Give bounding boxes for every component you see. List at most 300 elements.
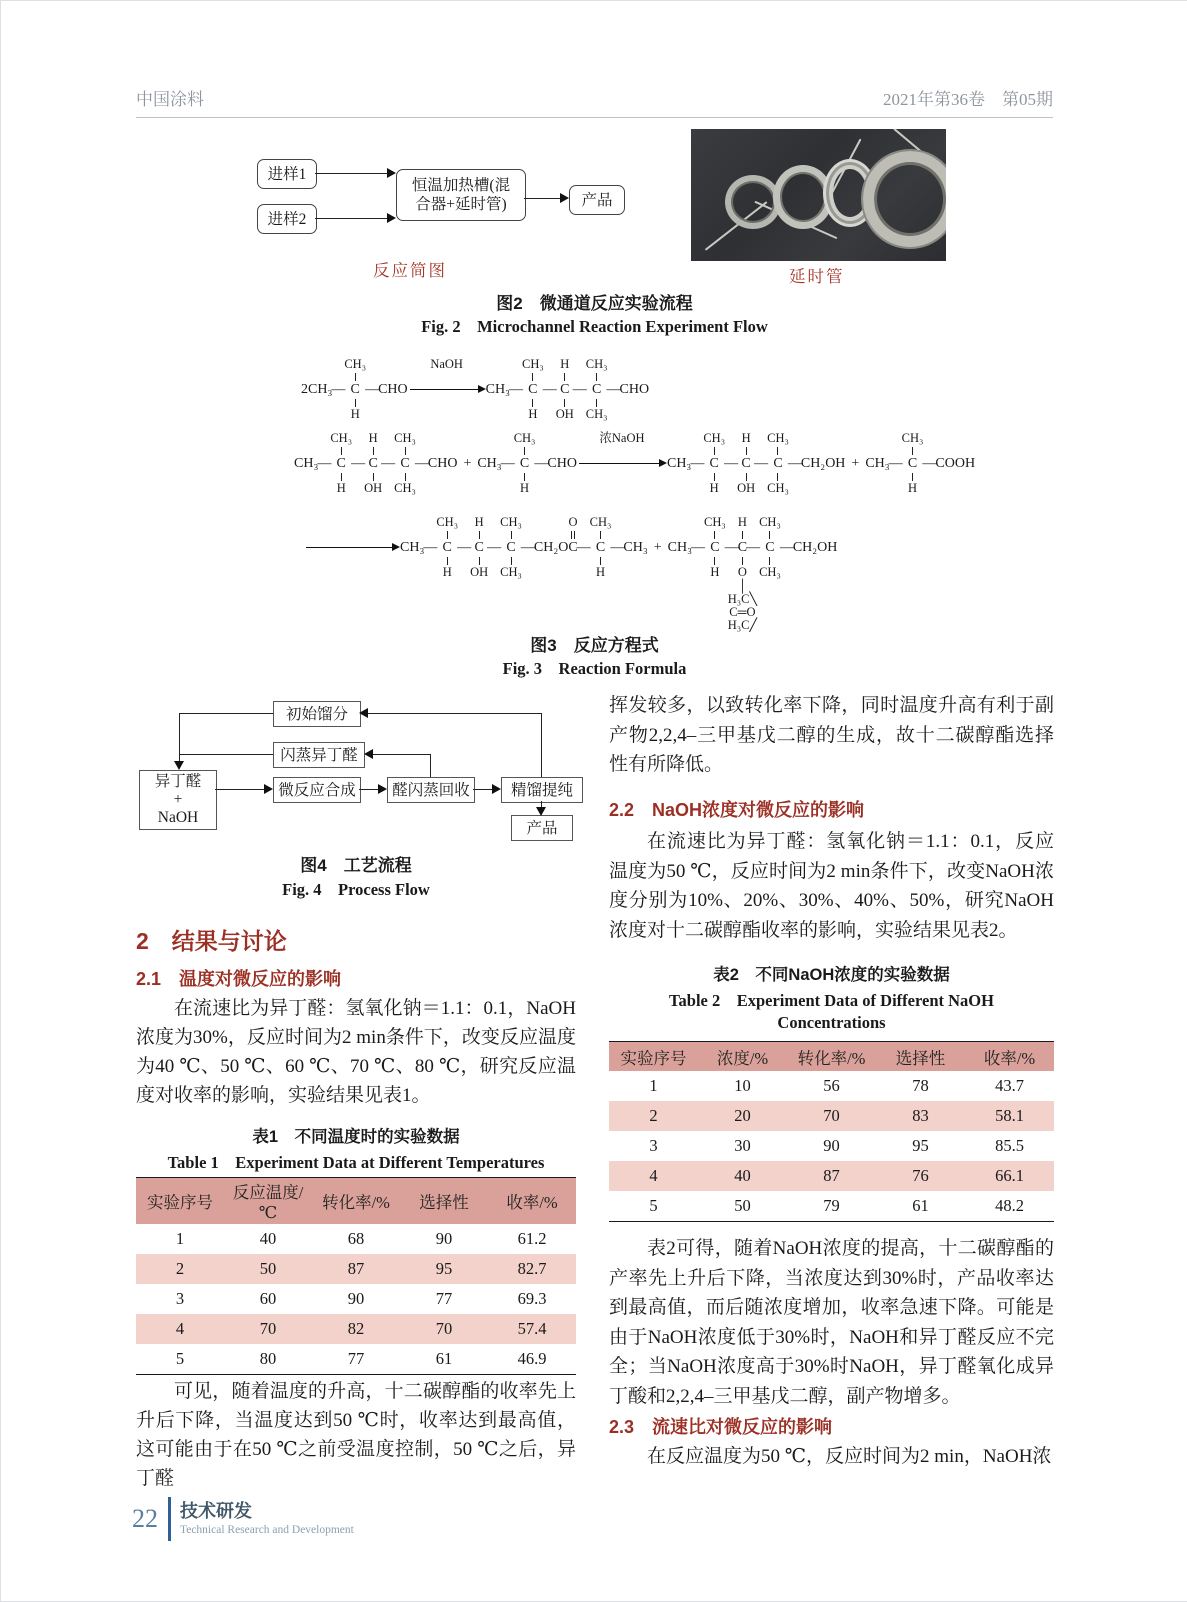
bond-icon [596, 373, 597, 381]
formula-part [447, 530, 448, 539]
formula-part: C [741, 456, 751, 471]
arrow-head-icon [659, 459, 667, 467]
fig2-caption-en: Fig. 2 Microchannel Reaction Experiment Flow [421, 317, 768, 336]
bond-icon [524, 473, 525, 481]
formula-part: — [746, 540, 761, 555]
formula-text [725, 431, 737, 496]
table-row [609, 1131, 1054, 1161]
formula-part: CH₃ [344, 357, 367, 371]
formula-part [596, 372, 597, 381]
formula-part: + [463, 456, 472, 471]
formula-part: H [336, 481, 346, 495]
table-cell: 80 [259, 1349, 277, 1368]
formula-part: CH₃ [513, 431, 536, 445]
table-cell: 78 [912, 1076, 929, 1095]
reaction-arrow [577, 431, 667, 496]
bond-icon [405, 447, 406, 455]
carbon-unit [470, 515, 488, 580]
formula-part: CH₃ [759, 565, 781, 579]
formula-part: H [368, 431, 378, 445]
formula-part [600, 556, 601, 565]
formula-part: CH₃ [500, 565, 522, 579]
paragraph-2-2b: 表2可得，随着NaOH浓度的提高，十二碳醇酯的产率先上升后下降，当浓度达到30%时，产品收率达到最高值，而后随浓度增加，收率急速下降。可能是由于NaOH浓度低于30%时，NaOH和异丁醛反应不完全；当NaOH浓度高于30%时NaOH，异丁醛氧化成异丁酸和2,2,4–三甲基戊二醇，副产物增多。 [609, 1238, 1054, 1407]
table-cell: 61 [912, 1196, 929, 1215]
paragraph-2-2: 在流速比为异丁醛：氢氧化钠＝1.1：0.1，反应温度为50 ℃，反应时间为2 min条件下，改变NaOH浓度分别为10%、20%、30%、40%、50%，研究NaOH浓度对十二碳醇酯收率的影响，实验结果见表2。 [609, 831, 1054, 941]
formula-part [596, 398, 597, 407]
formula-text [935, 431, 975, 496]
fig4-box-distillation [501, 777, 583, 803]
table-header-cell: 选择性 [400, 1178, 488, 1225]
table-cell: 70 [259, 1319, 277, 1338]
formula-text [793, 515, 838, 580]
fig3-caption-en: Fig. 3 Reaction Formula [502, 659, 687, 678]
formula-part: C [368, 456, 378, 471]
table-cell: 79 [823, 1196, 840, 1215]
table1-body [136, 1224, 576, 1375]
formula-text [890, 431, 902, 496]
carbon-unit [759, 515, 781, 580]
page-number: 22 [132, 1504, 158, 1533]
section-2-2-heading: 2.2 NaOH浓度对微反应的影响 [609, 800, 865, 820]
formula-text [781, 515, 793, 580]
formula-part: — [606, 382, 621, 397]
formula-text [294, 431, 318, 496]
table-cell: 82.7 [517, 1259, 547, 1278]
formula-part: CH₃ [623, 540, 648, 555]
bond-icon [355, 373, 356, 381]
bond-icon [524, 447, 525, 455]
formula-part [714, 472, 715, 481]
table-cell: 66.1 [995, 1166, 1024, 1185]
bond-icon [742, 557, 743, 565]
fig2-heater-line2: 合器+延时管) [415, 196, 507, 213]
formula-text [318, 431, 330, 496]
formula-part: CH₃ [330, 431, 353, 445]
fig4-initial-cut-label: 初始馏分 [285, 705, 348, 723]
formula-part: — [381, 456, 396, 471]
formula-text [486, 357, 510, 422]
formula-text [801, 431, 846, 496]
formula-part: — [888, 456, 903, 471]
formula-text [667, 431, 691, 496]
table-cell: 1 [175, 1229, 185, 1248]
formula-part: CHO [378, 382, 408, 397]
formula-part: — [690, 456, 705, 471]
formula-part: C [519, 456, 530, 471]
table2-caption-en2: Concentrations [777, 1013, 886, 1032]
table-row [136, 1254, 576, 1284]
table2-body [609, 1071, 1054, 1222]
fig4-line [430, 754, 431, 777]
bond-icon [777, 447, 778, 455]
fig2-arrowhead [560, 193, 569, 203]
fig4-box-recovery [387, 777, 475, 803]
table-cell: 5 [175, 1349, 185, 1368]
formula-part: C [568, 540, 578, 555]
formula-part: — [754, 456, 769, 471]
formula-part: C [907, 456, 918, 471]
formula-part: — [576, 540, 591, 555]
fig3-caption-cn: 图3 反应方程式 [530, 636, 659, 655]
formula-part: — [414, 456, 429, 471]
fig2-product-label: 产品 [581, 191, 613, 209]
carbon-unit [364, 431, 382, 496]
formula-part [912, 472, 913, 481]
formula-text [547, 431, 577, 496]
formula-part [742, 556, 743, 565]
formula-part: CH₃ [589, 515, 612, 529]
formula-text [845, 431, 865, 496]
table-cell: 87 [347, 1259, 365, 1278]
table-cell: 58.1 [995, 1106, 1024, 1125]
bond-icon [373, 447, 374, 455]
formula-part: — [423, 540, 438, 555]
bond-icon [596, 399, 597, 407]
formula-part [777, 472, 778, 481]
table-cell: 90 [435, 1229, 453, 1248]
fig4-line [372, 754, 430, 755]
fig4-microreaction-label: 微反应合成 [278, 781, 356, 799]
fig4-line [359, 789, 378, 790]
carbon-unit [703, 431, 725, 496]
fig4-arrowhead [364, 749, 373, 759]
arrow-head-icon [478, 385, 486, 393]
formula-part: H [442, 565, 452, 579]
table-header-cell: 实验序号 [609, 1042, 698, 1072]
formula-part [408, 381, 486, 398]
formula-part: OH [737, 481, 756, 495]
formula-part: C [336, 456, 346, 471]
formula-part: H [741, 431, 751, 445]
formula-text [574, 357, 586, 422]
fig4-line [179, 713, 273, 714]
formula-part: C [528, 382, 538, 397]
fig4-caption-en: Fig. 4 Process Flow [282, 880, 430, 899]
bond-icon [714, 531, 715, 539]
formula-text [301, 357, 332, 422]
formula-part [341, 446, 342, 455]
formula-text [488, 515, 500, 580]
formula-part [479, 556, 480, 565]
formula-text [755, 431, 767, 496]
table1 [136, 1177, 576, 1375]
fig2-box-heater [396, 169, 526, 221]
table-cell: 90 [823, 1136, 840, 1155]
fig4-arrowhead [359, 708, 368, 718]
table-header-row [609, 1042, 1054, 1072]
formula-part [511, 530, 512, 539]
table-row [136, 1224, 576, 1254]
formula-part: C [506, 540, 516, 555]
carbon-unit [767, 431, 789, 496]
formula-part: 2CH₃ [301, 382, 333, 397]
table-cell: 61 [435, 1349, 453, 1368]
formula-part [355, 372, 356, 381]
formula-part [714, 530, 715, 539]
formula-text [620, 357, 650, 422]
fig2-line [524, 198, 560, 199]
formula-part: OH [364, 481, 383, 495]
formula-part: CHO [427, 456, 458, 471]
paragraph-r1: 挥发较多，以致转化率下降，同时温度升高有利于副产物2,2,4–三甲基戊二醇的生成，故十二碳醇酯选择性有所降低。 [609, 695, 1054, 775]
reaction-arrow [304, 515, 400, 580]
bond-icon [714, 473, 715, 481]
fig4-arrowhead [492, 784, 501, 794]
formula-text [623, 515, 647, 580]
table-header-cell: 转化率/% [312, 1178, 400, 1225]
formula-part [577, 455, 667, 472]
formula-part: CH₃ [759, 515, 781, 529]
formula-text [522, 515, 534, 580]
bond-icon [341, 473, 342, 481]
bond-icon [373, 473, 374, 481]
fig2-arrowhead [387, 213, 396, 223]
formula-part [769, 530, 770, 539]
formula-part: — [610, 540, 625, 555]
formula-part: CH₃ [585, 357, 608, 371]
fig2-box-product [569, 185, 625, 215]
table-cell: 50 [734, 1196, 751, 1215]
table-row [609, 1191, 1054, 1222]
carbon-unit [436, 515, 458, 580]
formula-part: C [773, 456, 783, 471]
formula-part [564, 398, 565, 407]
formula-part [355, 398, 356, 407]
formula-text [747, 515, 759, 580]
fig2-diagram [241, 141, 661, 276]
paragraph-2-1: 在流速比为异丁醛：氢氧化钠＝1.1：0.1，NaOH浓度为30%，反应时间为2 min条件下，改变反应温度为40 ℃、50 ℃、60 ℃、70 ℃、80 ℃，研究反应温度对收率的影响，实验结果见表1。 [136, 998, 576, 1106]
bond-icon [532, 373, 533, 381]
carbon-unit [737, 431, 755, 496]
table-header-cell: 收率/% [488, 1178, 576, 1225]
fig4-flash-aldehyde-label: 闪蒸异丁醛 [280, 746, 358, 764]
bond-icon [511, 557, 512, 565]
formula-part: CH₃ [704, 515, 726, 529]
table-row [136, 1314, 576, 1344]
table-cell: 85.5 [995, 1136, 1024, 1155]
arrow-shaft [579, 463, 660, 464]
formula-part: H [737, 515, 747, 529]
bond-icon [912, 447, 913, 455]
bond-icon [714, 447, 715, 455]
formula-part: C [400, 456, 410, 471]
fig4-distillation-label: 精馏提纯 [510, 781, 573, 799]
fig4-box-initial-cut [273, 701, 361, 727]
formula-part [524, 472, 525, 481]
table-header-cell: 浓度/% [698, 1042, 787, 1072]
section-2-3-heading: 2.3 流速比对微反应的影响 [609, 1417, 833, 1437]
fig2-line [315, 218, 387, 219]
formula-part: H [710, 565, 720, 579]
bond-icon [479, 531, 480, 539]
bond-icon [564, 399, 565, 407]
table-cell: 2 [649, 1106, 658, 1125]
table-header-cell: 反应温度/℃ [224, 1178, 312, 1225]
fig4-box-product [511, 815, 573, 841]
bond-icon [777, 473, 778, 481]
formula-part [341, 472, 342, 481]
formula-part [746, 446, 747, 455]
formula-text [400, 515, 424, 580]
fig4-line [179, 713, 180, 763]
formula-text [534, 515, 568, 580]
formula-text [416, 431, 428, 496]
formula-part: CH₃ [585, 407, 608, 421]
formula-part: CH₃ [865, 456, 890, 471]
formula-text [424, 515, 436, 580]
section-2-1-heading: 2.1 温度对微反应的影响 [136, 969, 342, 989]
table2-caption-en1: Table 2 Experiment Data of Different NaOH [669, 991, 994, 1010]
formula-part: + [653, 540, 662, 555]
table-cell: 43.7 [995, 1076, 1024, 1095]
bond-icon [600, 557, 601, 565]
table-cell: 68 [347, 1229, 365, 1248]
fig2-photo-label: 延时管 [789, 267, 845, 286]
table-cell: 95 [435, 1259, 453, 1278]
fig2-box-feed2-label: 进样2 [267, 210, 307, 228]
fig4-line [215, 789, 264, 790]
formula-text [691, 431, 703, 496]
footer-section-en: Technical Research and Development [180, 1524, 354, 1536]
formula-part: CH₃ [767, 431, 789, 445]
table-row [136, 1344, 576, 1375]
fig2-line [315, 173, 387, 174]
fig4-box-flash-aldehyde [273, 742, 365, 768]
bond-icon [714, 557, 715, 565]
carbon-unit [586, 357, 608, 422]
formula-part: COOH [935, 456, 976, 471]
formula-part: — [542, 382, 557, 397]
bond-icon [746, 447, 747, 455]
formula-text [535, 431, 547, 496]
formula-text [789, 431, 801, 496]
formula-text [332, 357, 344, 422]
bond-icon [447, 557, 448, 565]
formula-part: CHO [619, 382, 650, 397]
formula-text [923, 431, 935, 496]
table-cell: 3 [649, 1136, 658, 1155]
table-row [609, 1161, 1054, 1191]
formula-text [477, 431, 501, 496]
bond-icon [769, 557, 770, 565]
carbon-unit [704, 515, 726, 580]
fig4-arrowhead [378, 784, 387, 794]
formula-part: H [474, 515, 484, 529]
formula-part: — [520, 540, 535, 555]
carbon-unit [590, 515, 612, 580]
fig4-box-microreaction [273, 777, 361, 803]
table-cell: 69.3 [517, 1289, 547, 1308]
formula-part [912, 446, 913, 455]
table-cell: 82 [347, 1319, 365, 1338]
carbon-unit [902, 431, 924, 496]
arrow-shaft [306, 547, 393, 548]
table-header-cell: 转化率/% [787, 1042, 876, 1072]
formula-part: OH [555, 407, 574, 421]
formula-part: CH₃ [485, 382, 510, 397]
fig2-box-feed1 [257, 159, 317, 189]
formula-part: — [691, 540, 705, 555]
table-row [136, 1284, 576, 1314]
formula-part: — [508, 382, 523, 397]
formula-part: CH₃ [666, 456, 692, 471]
formula-part [511, 556, 512, 565]
table-cell: 4 [175, 1319, 185, 1338]
table-cell: 87 [823, 1166, 840, 1185]
formula-part: — [500, 456, 515, 471]
bond-icon [511, 531, 512, 539]
fig4-line [473, 789, 492, 790]
paragraph-2-1b: 可见，随着温度的升高，十二碳醇酯的收率先上升后下降，当温度达到50 ℃时，收率达到最高值，这可能由于在50 ℃之前受温度控制，50 ℃之后，异丁醛 [136, 1381, 576, 1489]
formula-part [742, 530, 743, 539]
formula-part: — [724, 456, 739, 471]
fig4-feed-line3: NaOH [157, 809, 199, 826]
table-cell: 70 [823, 1106, 840, 1125]
delay-tube-photo [691, 129, 946, 261]
formula-text [692, 515, 704, 580]
formula-part: C [474, 540, 484, 555]
table-cell: 95 [912, 1136, 929, 1155]
formula-part [304, 539, 400, 556]
formula-part [405, 446, 406, 455]
formula-part [564, 372, 565, 381]
fig4-box-feed [139, 770, 217, 830]
fig4-feed-line1: 异丁醛 [154, 773, 202, 790]
formula-part: CH₃ [394, 431, 416, 445]
formula-part: H [709, 481, 719, 495]
formula-part: C [709, 456, 719, 471]
table2-caption-cn: 表2 不同NaOH浓度的实验数据 [713, 966, 950, 984]
fig2-box-feed2 [257, 204, 317, 234]
formula-part: CH₃ [294, 456, 319, 471]
bond-icon [746, 473, 747, 481]
section-2-heading: 2 结果与讨论 [136, 928, 287, 954]
formula-part: CH₃ [767, 481, 789, 495]
fig2-arrowhead [387, 168, 396, 178]
formula-text [378, 357, 408, 422]
formula-part: C [560, 382, 570, 397]
formula-part: — [572, 382, 587, 397]
carbon-unit [344, 357, 366, 422]
page-footer [132, 1497, 354, 1541]
formula-part: C [710, 540, 720, 555]
formula-part: — [922, 456, 937, 471]
formula-part [777, 446, 778, 455]
formula-part: — [779, 540, 794, 555]
formula-part: CH₃ [477, 456, 502, 471]
fig4-feed-line2: + [173, 791, 183, 808]
formula-part: CHO [547, 456, 577, 471]
fig2-caption-cn: 图2 微通道反应实验流程 [496, 294, 693, 313]
bond-icon [912, 473, 913, 481]
fig4-line [179, 754, 273, 755]
formula-text [366, 357, 378, 422]
formula-part: CH₂O [533, 540, 569, 555]
fig4-arrowhead [536, 807, 546, 816]
formula-part: C [765, 540, 775, 555]
formula-part [447, 556, 448, 565]
table-cell: 76 [912, 1166, 929, 1185]
fig4-arrowhead [174, 761, 184, 770]
table-cell: 2 [175, 1259, 185, 1278]
formula-part: CH₃ [667, 540, 692, 555]
formula-text [865, 431, 889, 496]
table-cell: 4 [649, 1166, 658, 1185]
formula-part: — [724, 540, 739, 555]
formula-part: C [350, 382, 360, 397]
formula-text [458, 515, 470, 580]
bond-icon [742, 531, 743, 539]
